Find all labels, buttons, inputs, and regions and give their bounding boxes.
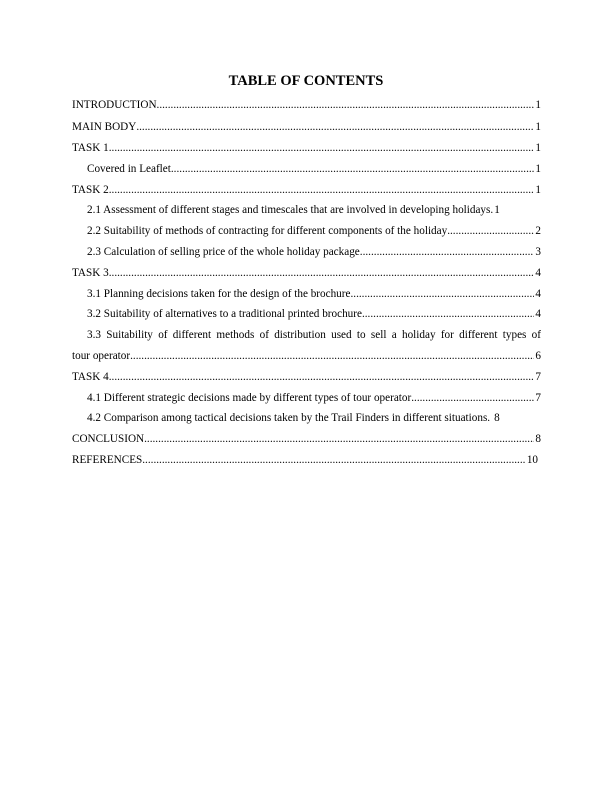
toc-entry-2-1[interactable] [72, 200, 541, 221]
dot-leader [109, 263, 535, 284]
dot-leader [142, 450, 526, 471]
toc-entry-label-cont: tour operator [72, 350, 131, 363]
dot-leader [144, 429, 534, 450]
dot-leader [362, 304, 534, 325]
dot-leader [109, 138, 535, 159]
toc-entry-page: 1 [535, 142, 541, 155]
toc-entry-task-1[interactable] [72, 138, 541, 159]
toc-entry-page: 8 [494, 412, 500, 425]
dot-leader [171, 159, 535, 180]
toc-entry-introduction[interactable] [72, 95, 541, 116]
toc-entry-label: 4.1 Different strategic decisions made by different types of tour operator [87, 391, 412, 404]
toc-entry-label: 2.2 Suitability of methods of contracting for different components of the holiday [87, 225, 448, 238]
dot-leader [157, 95, 535, 116]
toc-entry-label: INTRODUCTION [72, 99, 157, 111]
toc-entry-2-2[interactable] [72, 221, 541, 242]
toc-entry-label: CONCLUSION [72, 433, 145, 446]
toc-entry-page: 4 [535, 308, 541, 321]
toc-entry-page: 1 [494, 204, 500, 217]
toc-entry-task-2[interactable] [72, 180, 541, 201]
toc-entry-references[interactable] [72, 450, 538, 471]
toc-entry-label: Covered in Leaflet [87, 162, 171, 175]
dot-leader [350, 284, 534, 305]
toc-entry-page: 1 [535, 99, 541, 111]
table-of-contents [72, 95, 541, 471]
dot-leader [136, 117, 534, 138]
toc-entry-covered-in-leaflet[interactable] [72, 159, 541, 180]
toc-entry-3-2[interactable] [72, 304, 541, 325]
toc-entry-page: 2 [535, 225, 541, 238]
toc-entry-label: TASK 2 [72, 183, 109, 196]
toc-entry-page: 1 [535, 183, 541, 196]
toc-entry-label: 3.2 Suitability of alternatives to a traditional printed brochure [87, 308, 362, 321]
toc-entry-label: 2.3 Calculation of selling price of the whole holiday package [87, 246, 360, 259]
toc-entry-label: 3.1 Planning decisions taken for the design of the brochure [87, 287, 351, 300]
toc-entry-page: 8 [535, 433, 541, 446]
toc-entry-label: 2.1 Assessment of different stages and timescales that are involved in developing holidays. [87, 204, 494, 217]
toc-entry-3-1[interactable] [72, 284, 541, 305]
dot-leader [130, 346, 534, 367]
dot-leader [109, 367, 535, 388]
toc-entry-page: 1 [535, 162, 541, 175]
toc-title: TABLE OF CONTENTS [228, 73, 384, 89]
toc-entry-label: 3.3 Suitability of different methods of distribution used to sell a holiday for different types of [87, 329, 541, 342]
toc-entry-main-body[interactable] [72, 117, 541, 138]
toc-entry-2-3[interactable] [72, 242, 541, 263]
toc-entry-task-3[interactable] [72, 263, 541, 284]
toc-entry-page: 7 [535, 370, 541, 383]
toc-entry-continuation [72, 346, 541, 367]
toc-entry-conclusion[interactable] [72, 429, 541, 450]
toc-entry-4-1[interactable] [72, 388, 541, 409]
toc-entry-label: TASK 1 [72, 142, 109, 155]
toc-entry-label: 4.2 Comparison among tactical decisions taken by the Trail Finders in different situations. [87, 412, 491, 425]
toc-entry-label: TASK 4 [72, 370, 109, 383]
toc-entry-page: 3 [535, 246, 541, 259]
toc-entry-4-2[interactable] [72, 408, 541, 429]
dot-leader [360, 242, 535, 263]
dot-leader [109, 180, 535, 201]
toc-entry-page: 1 [535, 121, 541, 134]
toc-entry-3-3[interactable] [72, 325, 541, 367]
toc-entry-label: MAIN BODY [72, 121, 137, 134]
toc-entry-label: REFERENCES [72, 454, 143, 467]
dot-leader [411, 388, 534, 409]
toc-entry-page: 4 [535, 287, 541, 300]
toc-entry-label: TASK 3 [72, 266, 109, 279]
toc-entry-page: 10 [526, 454, 538, 467]
toc-entry-page: 4 [535, 266, 541, 279]
toc-entry-page: 7 [535, 391, 541, 404]
toc-entry-page: 6 [535, 350, 541, 363]
toc-entry-task-4[interactable] [72, 367, 541, 388]
dot-leader [447, 221, 534, 242]
